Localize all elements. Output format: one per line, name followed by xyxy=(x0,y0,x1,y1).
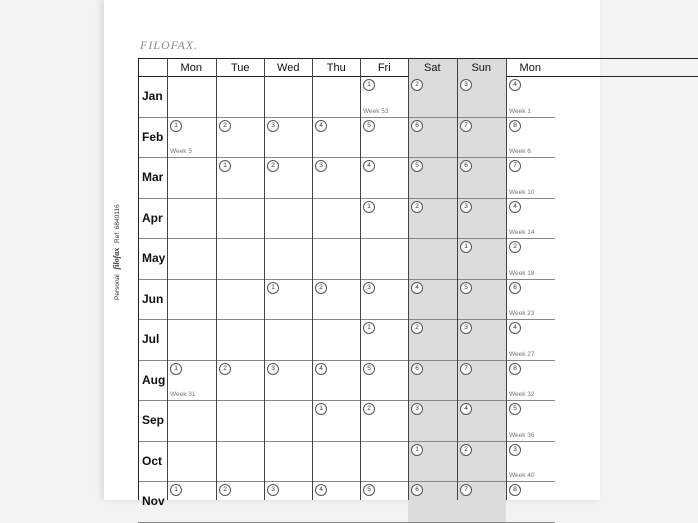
day-cell[interactable] xyxy=(408,280,457,321)
day-number: 2 xyxy=(219,120,231,132)
week-number: Week 27 xyxy=(509,350,535,358)
day-cell[interactable] xyxy=(216,320,265,361)
day-number: 5 xyxy=(460,282,472,294)
month-row-sep xyxy=(138,401,698,442)
day-number: 3 xyxy=(509,444,521,456)
day-number: 1 xyxy=(411,444,423,456)
day-cell[interactable] xyxy=(312,361,361,402)
month-row-oct xyxy=(138,442,698,483)
day-cell[interactable] xyxy=(506,401,555,442)
day-cell[interactable] xyxy=(408,239,457,280)
day-number: 4 xyxy=(460,403,472,415)
day-number: 4 xyxy=(509,79,521,91)
day-cell[interactable] xyxy=(264,199,313,240)
day-number: 8 xyxy=(509,484,521,496)
day-cell[interactable] xyxy=(167,280,216,321)
month-label: Feb xyxy=(142,129,164,144)
week-number: Week 31 xyxy=(170,391,196,398)
day-cell[interactable] xyxy=(167,482,216,523)
day-number: 1 xyxy=(363,79,375,91)
column-divider xyxy=(312,58,313,500)
day-number: 1 xyxy=(315,403,327,415)
day-cell[interactable] xyxy=(312,320,361,361)
column-divider xyxy=(167,58,168,500)
day-number: 3 xyxy=(267,363,279,375)
day-cell[interactable] xyxy=(360,280,409,321)
day-header-thu: Thu xyxy=(326,62,346,74)
month-label-cell xyxy=(138,401,167,442)
day-number: 1 xyxy=(267,282,279,294)
month-label-cell xyxy=(138,280,167,321)
column-divider xyxy=(506,58,507,500)
month-row-aug xyxy=(138,361,698,402)
day-cell[interactable] xyxy=(457,239,506,280)
day-cell[interactable] xyxy=(216,442,265,483)
day-cell[interactable] xyxy=(457,77,506,118)
day-cell[interactable] xyxy=(167,118,216,159)
day-cell[interactable] xyxy=(216,361,265,402)
day-cell[interactable] xyxy=(506,280,555,321)
day-number: 2 xyxy=(267,160,279,172)
column-divider xyxy=(138,58,139,500)
day-cell[interactable] xyxy=(506,361,555,402)
day-number: 4 xyxy=(509,322,521,334)
day-cell[interactable] xyxy=(264,482,313,523)
month-row-feb xyxy=(138,118,698,159)
day-cell[interactable] xyxy=(360,401,409,442)
day-header-fri: Fri xyxy=(377,62,391,74)
week-number: Week 23 xyxy=(509,310,535,317)
day-number: 5 xyxy=(509,403,521,415)
day-cell[interactable] xyxy=(360,199,409,240)
day-cell[interactable] xyxy=(506,482,555,523)
day-cell[interactable] xyxy=(408,158,457,199)
day-number: 6 xyxy=(460,160,472,172)
day-cell[interactable] xyxy=(167,77,216,118)
day-cell[interactable] xyxy=(264,442,313,483)
side-logo: filofax xyxy=(112,247,121,270)
day-number: 3 xyxy=(460,322,472,334)
week-number: Week 36 xyxy=(509,431,535,439)
day-cell[interactable] xyxy=(506,158,555,199)
day-cell[interactable] xyxy=(408,361,457,402)
day-cell[interactable] xyxy=(312,280,361,321)
day-number: 3 xyxy=(411,403,423,415)
month-label-cell xyxy=(138,239,167,280)
day-cell[interactable] xyxy=(312,118,361,159)
month-row-may xyxy=(138,239,698,280)
day-cell[interactable] xyxy=(264,118,313,159)
month-label: Jan xyxy=(142,89,163,103)
day-cell[interactable] xyxy=(506,77,555,118)
day-cell[interactable] xyxy=(216,239,265,280)
day-number: 3 xyxy=(460,79,472,91)
day-number: 3 xyxy=(267,120,279,132)
side-imprint xyxy=(112,204,121,300)
day-cell[interactable] xyxy=(167,158,216,199)
day-cell[interactable] xyxy=(506,239,555,280)
day-cell[interactable] xyxy=(167,199,216,240)
day-cell[interactable] xyxy=(167,442,216,483)
day-cell[interactable] xyxy=(360,77,409,118)
day-number: 2 xyxy=(411,79,423,91)
day-number: 5 xyxy=(363,363,375,375)
week-number: Week 5 xyxy=(170,148,192,155)
day-number: 1 xyxy=(363,201,375,213)
day-cell[interactable] xyxy=(216,199,265,240)
month-label: Jul xyxy=(142,332,160,346)
month-row-jul xyxy=(138,320,698,361)
day-cell[interactable] xyxy=(457,158,506,199)
year-planner-grid xyxy=(138,58,600,508)
day-header-mon: Mon xyxy=(519,62,541,74)
day-number: 7 xyxy=(460,120,472,132)
day-cell[interactable] xyxy=(312,199,361,240)
column-divider xyxy=(360,58,361,500)
day-cell[interactable] xyxy=(264,280,313,321)
day-number: 3 xyxy=(363,282,375,294)
day-cell[interactable] xyxy=(312,401,361,442)
day-cell[interactable] xyxy=(360,239,409,280)
day-cell[interactable] xyxy=(360,442,409,483)
week-number: Week 6 xyxy=(509,148,531,155)
day-cell[interactable] xyxy=(457,320,506,361)
day-cell[interactable] xyxy=(506,199,555,240)
day-cell[interactable] xyxy=(408,442,457,483)
column-divider xyxy=(216,58,217,500)
day-cell[interactable] xyxy=(360,320,409,361)
day-number: 3 xyxy=(267,484,279,496)
day-cell[interactable] xyxy=(408,118,457,159)
day-cell[interactable] xyxy=(408,320,457,361)
day-cell[interactable] xyxy=(264,239,313,280)
month-row-mar xyxy=(138,158,698,199)
day-header-mon: Mon xyxy=(180,62,202,74)
month-row-nov xyxy=(138,482,698,523)
day-header-tue: Tue xyxy=(230,62,250,74)
day-cell[interactable] xyxy=(506,118,555,159)
day-cell[interactable] xyxy=(506,442,555,483)
day-number: 4 xyxy=(315,120,327,132)
side-ref-label: Ref: 6840116 xyxy=(114,204,121,243)
day-cell[interactable] xyxy=(216,401,265,442)
day-cell[interactable] xyxy=(408,401,457,442)
day-number: 4 xyxy=(509,201,521,213)
month-label-cell xyxy=(138,199,167,240)
day-cell[interactable] xyxy=(216,158,265,199)
month-label: Oct xyxy=(142,453,163,468)
day-number: 6 xyxy=(411,363,423,375)
week-number: Week 14 xyxy=(509,229,535,236)
day-number: 2 xyxy=(363,403,375,415)
column-divider xyxy=(264,58,265,500)
day-number: 6 xyxy=(509,282,521,294)
day-number: 8 xyxy=(509,120,521,132)
week-number: Week 10 xyxy=(509,188,535,196)
month-label-cell xyxy=(138,158,167,199)
month-label: Nov xyxy=(142,494,165,508)
day-cell[interactable] xyxy=(457,401,506,442)
day-cell[interactable] xyxy=(457,118,506,159)
day-cell[interactable] xyxy=(216,77,265,118)
month-label: Jun xyxy=(142,291,164,306)
day-number: 1 xyxy=(363,322,375,334)
day-number: 1 xyxy=(460,241,472,253)
day-number: 1 xyxy=(170,363,182,375)
month-label: Mar xyxy=(142,170,164,184)
month-label: Aug xyxy=(142,372,166,387)
day-cell[interactable] xyxy=(312,442,361,483)
day-header-sat: Sat xyxy=(408,59,457,77)
day-number: 7 xyxy=(509,160,521,172)
day-cell[interactable] xyxy=(264,320,313,361)
column-divider xyxy=(457,58,458,500)
day-number: 3 xyxy=(315,160,327,172)
day-cell[interactable] xyxy=(264,77,313,118)
month-label-cell xyxy=(138,77,167,118)
day-number: 3 xyxy=(460,201,472,213)
month-label-cell xyxy=(138,482,167,523)
day-cell[interactable] xyxy=(167,320,216,361)
month-label-cell xyxy=(138,320,167,361)
day-cell[interactable] xyxy=(457,442,506,483)
day-cell[interactable] xyxy=(264,158,313,199)
week-number: Week 18 xyxy=(509,269,535,277)
day-cell[interactable] xyxy=(264,401,313,442)
day-number: 2 xyxy=(315,282,327,294)
day-cell[interactable] xyxy=(360,482,409,523)
day-cell[interactable] xyxy=(457,361,506,402)
day-cell[interactable] xyxy=(408,199,457,240)
day-cell[interactable] xyxy=(216,280,265,321)
month-label: Sep xyxy=(142,413,165,427)
day-number: 2 xyxy=(219,363,231,375)
day-cell[interactable] xyxy=(312,482,361,523)
day-cell[interactable] xyxy=(167,239,216,280)
day-cell[interactable] xyxy=(408,77,457,118)
day-cell[interactable] xyxy=(360,158,409,199)
day-number: 4 xyxy=(363,160,375,172)
day-number: 4 xyxy=(411,282,423,294)
day-number: 7 xyxy=(460,484,472,496)
day-number: 2 xyxy=(219,484,231,496)
day-number: 2 xyxy=(460,444,472,456)
day-number: 5 xyxy=(363,120,375,132)
day-cell[interactable] xyxy=(312,158,361,199)
week-number: Week 1 xyxy=(509,107,531,115)
day-number: 6 xyxy=(411,484,423,496)
column-divider xyxy=(408,58,409,500)
week-number: Week 32 xyxy=(509,391,535,398)
week-number: Week 40 xyxy=(509,472,535,479)
day-number: 1 xyxy=(170,120,182,132)
month-label-cell xyxy=(138,442,167,483)
day-number: 2 xyxy=(509,241,521,253)
day-cell[interactable] xyxy=(216,118,265,159)
day-cell[interactable] xyxy=(312,77,361,118)
day-number: 4 xyxy=(315,484,327,496)
day-number: 1 xyxy=(219,160,231,172)
month-label-cell xyxy=(138,361,167,402)
day-cell[interactable] xyxy=(167,361,216,402)
day-number: 5 xyxy=(363,484,375,496)
day-number: 6 xyxy=(411,120,423,132)
day-cell[interactable] xyxy=(506,320,555,361)
day-cell[interactable] xyxy=(457,482,506,523)
day-number: 1 xyxy=(170,484,182,496)
day-cell[interactable] xyxy=(360,361,409,402)
day-header-wed: Wed xyxy=(277,62,300,74)
day-cell[interactable] xyxy=(457,199,506,240)
day-cell[interactable] xyxy=(457,280,506,321)
day-cell[interactable] xyxy=(312,239,361,280)
day-number: 8 xyxy=(509,363,521,375)
day-number: 2 xyxy=(411,322,423,334)
day-cell[interactable] xyxy=(264,361,313,402)
day-number: 2 xyxy=(411,201,423,213)
day-cell[interactable] xyxy=(167,401,216,442)
day-cell[interactable] xyxy=(408,482,457,523)
day-number: 7 xyxy=(460,363,472,375)
day-number: 5 xyxy=(411,160,423,172)
brand-logo: FILOFAX. xyxy=(140,38,199,52)
day-number: 4 xyxy=(315,363,327,375)
month-row-jan xyxy=(138,77,698,118)
day-cell[interactable] xyxy=(216,482,265,523)
day-cell[interactable] xyxy=(360,118,409,159)
month-row-apr xyxy=(138,199,698,240)
month-label-cell xyxy=(138,118,167,159)
month-row-jun xyxy=(138,280,698,321)
month-label: May xyxy=(142,251,166,265)
day-header-sun: Sun xyxy=(457,59,506,77)
week-number: Week 53 xyxy=(363,107,389,115)
side-size-label: Personal xyxy=(114,274,121,300)
month-label: Apr xyxy=(142,210,163,225)
day-header-row xyxy=(138,58,698,77)
